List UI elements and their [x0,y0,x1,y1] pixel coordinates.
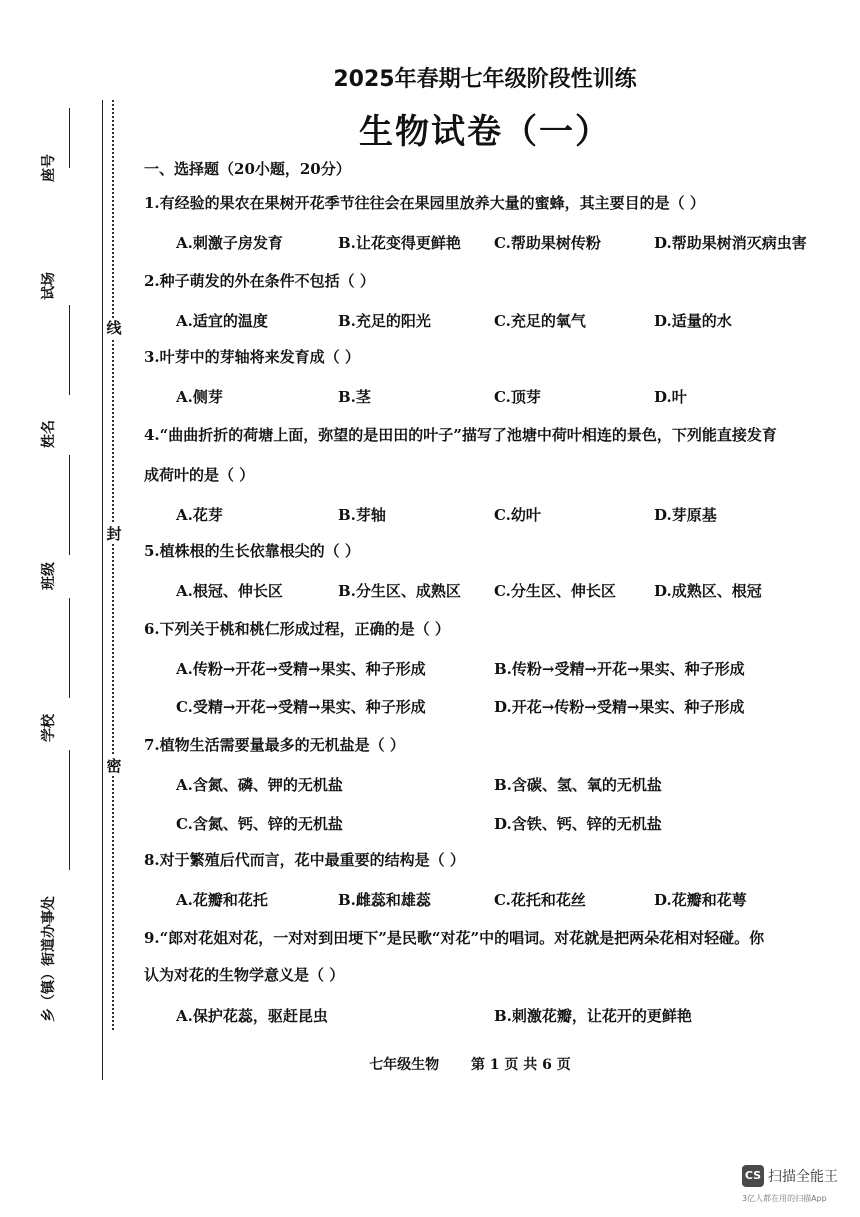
question-stem: 3.叶芽中的芽轴将来发育成（ ） [144,348,360,366]
question-stem: 6.下列关于桃和桃仁形成过程，正确的是（ ） [144,620,450,638]
option-a: A.适宜的温度 [176,312,268,330]
option-d: D.花瓣和花萼 [654,891,747,909]
option-b: B.刺激花瓣，让花开的更鲜艳 [494,1007,692,1025]
scanner-app-name: 扫描全能王 [768,1169,838,1185]
option-d: D.芽原基 [654,506,717,524]
option-a: A.刺激子房发育 [176,234,283,252]
question-stem: 9.“郎对花姐对花，一对对到田埂下”是民歌“对花”中的唱词。对花就是把两朵花相对轻碰。你 [144,929,765,947]
section-title: 一、选择题（20小题，20分） [144,160,351,178]
option-a: A.花瓣和花托 [176,891,268,909]
option-c: C.花托和花丝 [494,891,586,909]
question-stem: 1.有经验的果农在果树开花季节往往会在果园里放养大量的蜜蜂，其主要目的是（ ） [144,194,705,212]
question-stem-continued: 成荷叶的是（ ） [144,466,255,484]
question-stem: 5.植株根的生长依靠根尖的（ ） [144,542,360,560]
binding-line [102,100,103,1080]
option-d: D.叶 [654,388,687,406]
option-d: D.成熟区、根冠 [654,582,762,600]
cs-logo-icon: CS [742,1165,764,1187]
option-a: A.侧芽 [176,388,223,406]
seal-mark-feng: 封 [104,524,124,544]
option-c: C.分生区、伸长区 [494,582,616,600]
page-footer [300,1054,640,1074]
option-b: B.充足的阳光 [338,312,431,330]
option-b: B.芽轴 [338,506,386,524]
question-stem: 7.植物生活需要量最多的无机盐是（ ） [144,736,405,754]
scanner-tagline: 3亿人都在用的扫描App [742,1194,827,1203]
option-a: A.保护花蕊，驱赶昆虫 [176,1007,328,1025]
footer-subject: 七年级生物 [369,1057,440,1073]
side-label-class: 班级 [41,562,57,590]
school-underline [69,750,70,870]
exam-title: 2025年春期七年级阶段性训练 [333,67,637,92]
side-label-seat: 座号 [41,154,57,182]
option-c: C.幼叶 [494,506,541,524]
option-d: D.含铁、钙、锌的无机盐 [494,815,662,833]
side-label-school: 学校 [41,714,57,742]
option-c: C.充足的氧气 [494,312,586,330]
option-a: A.传粉→开花→受精→果实、种子形成 [176,660,426,678]
seal-mark-mi: 密 [104,756,124,776]
option-d: D.开花→传粉→受精→果实、种子形成 [494,698,745,716]
option-a: A.含氮、磷、钾的无机盐 [176,776,343,794]
room-underline [69,305,70,395]
footer-page-info: 第 1 页 共 6 页 [470,1057,571,1073]
question-stem: 4.“曲曲折折的荷塘上面，弥望的是田田的叶子”描写了池塘中荷叶相连的景色，下列能直接发育 [144,426,777,444]
option-b: B.雌蕊和雄蕊 [338,891,431,909]
option-b: B.含碳、氢、氧的无机盐 [494,776,662,794]
scanner-watermark [742,1165,838,1187]
option-a: A.根冠、伸长区 [176,582,283,600]
option-d: D.帮助果树消灭病虫害 [654,234,807,252]
option-c: C.帮助果树传粉 [494,234,601,252]
option-c: C.受精→开花→受精→果实、种子形成 [176,698,426,716]
option-c: C.顶芽 [494,388,541,406]
option-c: C.含氮、钙、锌的无机盐 [176,815,343,833]
option-b: B.分生区、成熟区 [338,582,461,600]
option-b: B.茎 [338,388,371,406]
option-d: D.适量的水 [654,312,732,330]
question-stem: 8.对于繁殖后代而言，花中最重要的结构是（ ） [144,851,465,869]
seal-mark-xian: 线 [104,318,124,338]
class-underline [69,598,70,698]
dotted-cut-line [112,100,114,1030]
question-stem: 2.种子萌发的外在条件不包括（ ） [144,272,375,290]
side-label-name: 姓名 [41,420,57,448]
option-b: B.让花变得更鲜艳 [338,234,461,252]
side-label-township: 乡（镇）街道办事处 [41,896,57,1022]
name-underline [69,455,70,555]
option-b: B.传粉→受精→开花→果实、种子形成 [494,660,745,678]
option-a: A.花芽 [176,506,223,524]
seat-underline [69,108,70,168]
exam-subtitle: 生物试卷（一） [359,112,611,152]
side-label-room: 试场 [41,272,57,300]
question-stem-continued: 认为对花的生物学意义是（ ） [144,966,345,984]
